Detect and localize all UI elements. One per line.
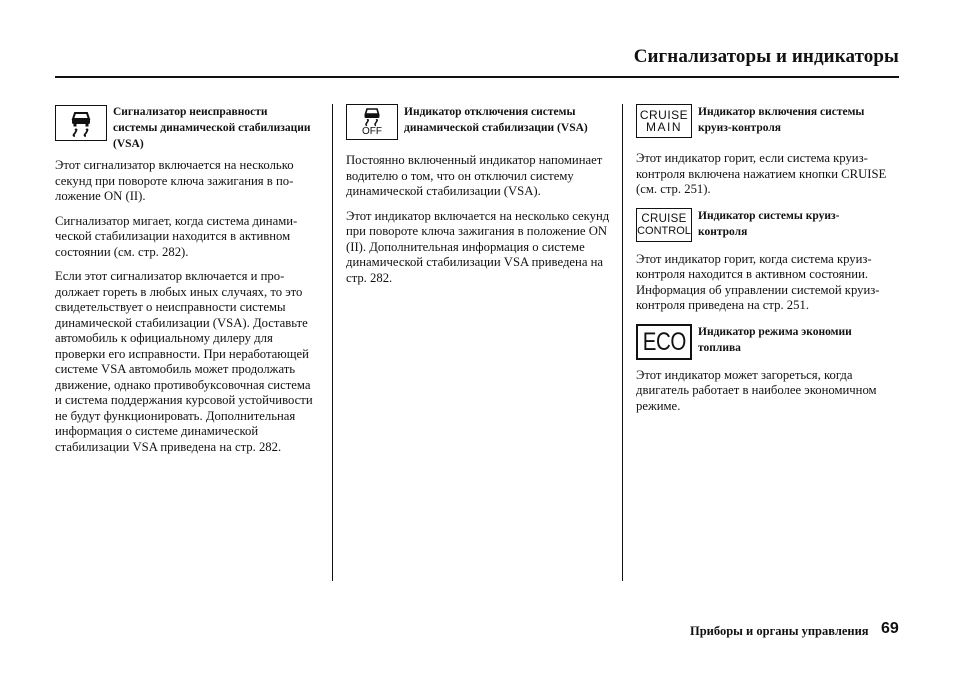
cruise-control-icon	[636, 208, 692, 242]
cruise-control-text: Этот индикатор горит, когда система круиз-контроля находится в активном состоянии. Информация об управлении системой круиз-контроля приведена на стр. 251.	[636, 251, 880, 312]
vsa-off-para-2: Этот индикатор включается на несколько секунд при повороте ключа зажигания в положение ON (II). Дополнительная информация о системе динамической стабилизации VSA приведена на стр. 282.	[346, 208, 610, 285]
vsa-warning-para-1: Этот сигнализатор включается на несколько секунд при повороте ключа зажигания в положение ON (II).	[55, 158, 294, 203]
footer-section-title: Приборы и органы управления	[690, 624, 869, 638]
vsa-off-header	[346, 104, 610, 140]
vsa-warning-header	[55, 104, 317, 152]
column-vsa-warning	[55, 104, 317, 455]
cruise-main-text: Этот индикатор горит, если система круиз-контроля включена нажатием кнопки CRUISE (см. стр. 251).	[636, 151, 887, 196]
vsa-off-title: Индикатор отключения системы динамической стабилизации (VSA)	[404, 106, 588, 134]
cruise-main-icon-line2: MAIN	[646, 120, 682, 134]
cruise-main-icon	[636, 104, 692, 138]
eco-text: Этот индикатор может загореться, когда двигатель работает в наиболее экономичном режиме.	[636, 367, 877, 413]
page-number: 69	[881, 620, 899, 637]
cruise-control-title: Индикатор системы круиз-контроля	[698, 209, 840, 238]
column-divider-1	[332, 104, 333, 581]
vsa-warning-para-3: Если этот сигнализатор включается и продолжает гореть в любых иных случаях, то это свидетельствует о неисправности системы динамической стабилизации (VSA). Доставьте автомобиль к официальному дилеру для проверки его исправности. При неработающей системе VSA автомобиль может продолжать движение, однако противобуксовочная система и система поддержания курсовой устойчивости не будут функционировать. Дополнительная информация о системе динамической стабилизации VSA приведена на стр. 282.	[55, 269, 313, 454]
page-title: Сигнализаторы и индикаторы	[633, 46, 899, 67]
cruise-main-title: Индикатор включения системы круиз-контроля	[698, 106, 865, 134]
cruise-control-icon-line1: CRUISE	[641, 212, 687, 225]
vsa-warning-para-2: Сигнализатор мигает, когда система динамической стабилизации находится в активном состоянии (см. стр. 282).	[55, 213, 298, 259]
column-vsa-off	[346, 104, 610, 286]
column-divider-2	[622, 104, 623, 581]
cruise-main-icon-line1: CRUISE	[639, 108, 689, 122]
eco-header	[636, 324, 902, 360]
cruise-control-header	[636, 208, 902, 242]
vsa-warning-title: Сигнализатор неисправности системы динамической стабилизации (VSA)	[113, 106, 311, 150]
vsa-off-para-1: Постоянно включенный индикатор напоминает водителю о том, что он отключил систему динамической стабилизации (VSA).	[346, 153, 603, 198]
eco-icon-label: ECO	[642, 327, 686, 356]
cruise-control-icon-line2: CONTROL	[637, 224, 691, 237]
eco-title: Индикатор режима экономии топлива	[698, 325, 852, 354]
vsa-skid-car-icon	[55, 105, 107, 141]
header-divider	[55, 76, 899, 78]
eco-icon	[636, 324, 692, 360]
cruise-main-header	[636, 104, 902, 138]
vsa-off-icon	[346, 104, 398, 140]
vsa-off-icon-label: OFF	[362, 126, 382, 137]
column-cruise-eco	[636, 104, 902, 414]
